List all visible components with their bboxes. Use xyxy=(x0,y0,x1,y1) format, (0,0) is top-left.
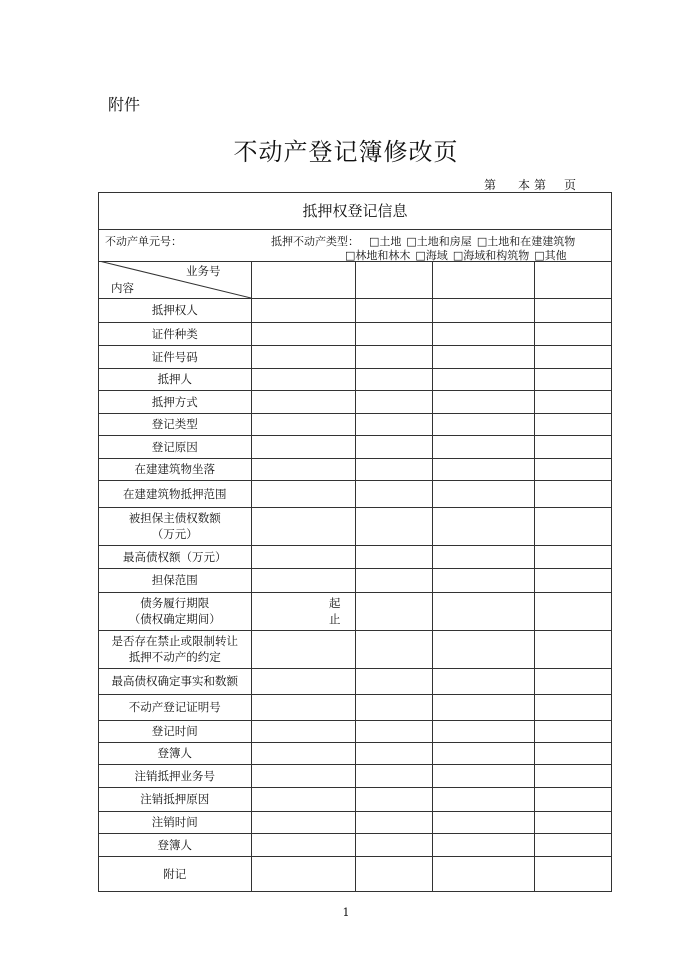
data-cell[interactable] xyxy=(251,435,355,458)
row-label-text-line2: 抵押不动产的约定 xyxy=(128,650,221,664)
data-cell[interactable] xyxy=(432,568,534,592)
table-row xyxy=(99,856,611,892)
data-cell[interactable] xyxy=(534,390,611,413)
data-cell[interactable] xyxy=(251,764,355,787)
data-cell[interactable] xyxy=(432,345,534,368)
row-label xyxy=(99,742,251,764)
data-cell[interactable] xyxy=(534,322,611,345)
data-cell[interactable] xyxy=(534,413,611,435)
data-cell[interactable] xyxy=(432,545,534,568)
data-cell[interactable] xyxy=(534,545,611,568)
row-label xyxy=(99,413,251,435)
data-cell[interactable] xyxy=(432,435,534,458)
data-cell[interactable] xyxy=(432,694,534,720)
data-cell[interactable] xyxy=(251,592,355,630)
option-sea-area[interactable]: □海域 xyxy=(415,249,448,262)
data-cell[interactable] xyxy=(251,787,355,811)
start-marker: 起 xyxy=(329,595,341,610)
data-cell[interactable] xyxy=(534,720,611,742)
row-label-text: 抵押人 xyxy=(157,372,192,386)
page-info-ben: 本 xyxy=(518,178,531,192)
data-cell[interactable] xyxy=(251,694,355,720)
table-row xyxy=(99,507,611,545)
table-row xyxy=(99,764,611,787)
table-row xyxy=(99,435,611,458)
row-label-text: 注销时间 xyxy=(151,815,198,829)
data-cell[interactable] xyxy=(355,787,432,811)
data-cell[interactable] xyxy=(355,298,432,322)
data-cell[interactable] xyxy=(534,630,611,668)
data-cell[interactable] xyxy=(432,764,534,787)
header-cell[interactable] xyxy=(432,261,534,298)
table-row xyxy=(99,458,611,480)
row-label-text: 登记原因 xyxy=(151,439,198,454)
table-row xyxy=(99,368,611,390)
row-label xyxy=(99,390,251,413)
data-cell[interactable] xyxy=(534,592,611,630)
data-cell[interactable] xyxy=(534,480,611,507)
data-cell[interactable] xyxy=(251,298,355,322)
table-row xyxy=(99,298,611,322)
data-cell[interactable] xyxy=(355,480,432,507)
table-row xyxy=(99,345,611,368)
data-cell[interactable] xyxy=(251,742,355,764)
header-content: 内容 xyxy=(111,280,134,295)
table-row xyxy=(99,322,611,345)
end-marker: 止 xyxy=(329,611,341,626)
table-row xyxy=(99,720,611,742)
option-forest[interactable]: □林地和林木 xyxy=(345,249,411,262)
row-label-text-line2: （万元） xyxy=(151,527,198,541)
data-cell[interactable] xyxy=(251,413,355,435)
table-row xyxy=(99,668,611,694)
data-cell[interactable] xyxy=(534,856,611,892)
data-cell[interactable] xyxy=(432,668,534,694)
data-cell[interactable] xyxy=(534,298,611,322)
option-sea-and-structure[interactable]: □海域和构筑物 xyxy=(452,249,530,262)
row-label xyxy=(99,322,251,345)
row-label xyxy=(99,787,251,811)
data-cell[interactable] xyxy=(355,322,432,345)
page-info-di-1: 第 xyxy=(484,178,497,192)
data-cell[interactable] xyxy=(534,764,611,787)
data-cell[interactable] xyxy=(432,787,534,811)
row-label-text: 在建建筑物坐落 xyxy=(134,462,215,476)
data-cell[interactable] xyxy=(432,322,534,345)
data-cell[interactable] xyxy=(355,368,432,390)
option-other[interactable]: □其他 xyxy=(534,249,567,262)
diagonal-header-cell xyxy=(99,261,251,298)
data-cell[interactable] xyxy=(251,345,355,368)
data-cell[interactable] xyxy=(355,856,432,892)
header-cell[interactable] xyxy=(534,261,611,298)
data-cell[interactable] xyxy=(432,742,534,764)
row-label-text: 抵押权人 xyxy=(151,303,198,317)
data-cell[interactable] xyxy=(355,545,432,568)
property-type-label: 抵押不动产类型： xyxy=(271,235,359,248)
record-table xyxy=(99,261,611,892)
option-land[interactable]: □土地 xyxy=(369,235,402,248)
data-cell[interactable] xyxy=(432,811,534,833)
table-row xyxy=(99,833,611,856)
row-label xyxy=(99,298,251,322)
row-label xyxy=(99,458,251,480)
data-cell[interactable] xyxy=(432,413,534,435)
data-cell[interactable] xyxy=(432,856,534,892)
row-label xyxy=(99,630,251,668)
mortgage-registration-form xyxy=(98,192,612,892)
row-label xyxy=(99,811,251,833)
data-cell[interactable] xyxy=(251,480,355,507)
data-cell[interactable] xyxy=(355,458,432,480)
row-label-text-line2: （债权确定期间） xyxy=(128,612,221,626)
data-cell[interactable] xyxy=(251,720,355,742)
data-cell[interactable] xyxy=(251,368,355,390)
data-cell[interactable] xyxy=(251,458,355,480)
page-info-di-2: 第 xyxy=(534,178,547,192)
data-cell[interactable] xyxy=(355,507,432,545)
data-cell[interactable] xyxy=(355,630,432,668)
row-label xyxy=(99,345,251,368)
table-row xyxy=(99,568,611,592)
row-label-text: 担保范围 xyxy=(151,573,198,587)
data-cell[interactable] xyxy=(251,568,355,592)
data-cell[interactable] xyxy=(432,592,534,630)
row-label xyxy=(99,368,251,390)
page-number: 1 xyxy=(342,906,350,919)
data-cell[interactable] xyxy=(534,568,611,592)
page-info xyxy=(484,176,576,193)
row-label-text: 注销抵押业务号 xyxy=(134,768,215,783)
data-cell[interactable] xyxy=(355,413,432,435)
row-label xyxy=(99,545,251,568)
section-title: 抵押权登记信息 xyxy=(99,193,611,230)
row-label xyxy=(99,856,251,892)
data-cell[interactable] xyxy=(534,345,611,368)
row-label xyxy=(99,694,251,720)
option-land-and-house[interactable]: □土地和房屋 xyxy=(406,235,472,248)
header-row xyxy=(99,261,611,298)
data-cell[interactable] xyxy=(355,568,432,592)
data-cell[interactable] xyxy=(432,507,534,545)
table-row xyxy=(99,413,611,435)
table-row xyxy=(99,592,611,630)
data-cell[interactable] xyxy=(355,345,432,368)
unit-row xyxy=(99,229,611,262)
data-cell[interactable] xyxy=(432,390,534,413)
data-cell[interactable] xyxy=(432,458,534,480)
data-cell[interactable] xyxy=(355,435,432,458)
data-cell[interactable] xyxy=(251,630,355,668)
table-row xyxy=(99,630,611,668)
row-label-text: 附记 xyxy=(163,867,187,882)
data-cell[interactable] xyxy=(251,322,355,345)
row-label xyxy=(99,480,251,507)
table-row xyxy=(99,390,611,413)
table-row xyxy=(99,545,611,568)
document-title: 不动产登记簿修改页 xyxy=(233,138,459,166)
data-cell[interactable] xyxy=(251,856,355,892)
row-label-text: 证件号码 xyxy=(151,349,198,364)
row-label-text: 证件种类 xyxy=(151,326,198,341)
header-business-no: 业务号 xyxy=(186,264,221,278)
data-cell[interactable] xyxy=(534,694,611,720)
data-cell[interactable] xyxy=(432,480,534,507)
data-cell[interactable] xyxy=(251,668,355,694)
data-cell[interactable] xyxy=(432,720,534,742)
data-cell[interactable] xyxy=(251,507,355,545)
row-label xyxy=(99,592,251,630)
data-cell[interactable] xyxy=(432,298,534,322)
data-cell[interactable] xyxy=(251,390,355,413)
row-label xyxy=(99,668,251,694)
data-cell[interactable] xyxy=(355,694,432,720)
table-row xyxy=(99,742,611,764)
data-cell[interactable] xyxy=(355,390,432,413)
data-cell[interactable] xyxy=(355,720,432,742)
table-row xyxy=(99,694,611,720)
data-cell[interactable] xyxy=(534,833,611,856)
data-cell[interactable] xyxy=(355,764,432,787)
data-cell[interactable] xyxy=(355,668,432,694)
table-row xyxy=(99,480,611,507)
table-row xyxy=(99,787,611,811)
data-cell[interactable] xyxy=(355,811,432,833)
row-label-text: 是否存在禁止或限制转让 xyxy=(111,634,238,648)
row-label xyxy=(99,568,251,592)
page-info-ye: 页 xyxy=(564,178,577,192)
data-cell[interactable] xyxy=(432,368,534,390)
data-cell[interactable] xyxy=(534,787,611,811)
row-label-text: 登簿人 xyxy=(157,837,192,852)
data-cell[interactable] xyxy=(534,668,611,694)
data-cell[interactable] xyxy=(432,630,534,668)
data-cell[interactable] xyxy=(534,507,611,545)
row-label xyxy=(99,435,251,458)
row-label-text: 登记时间 xyxy=(151,724,198,738)
header-cell[interactable] xyxy=(251,261,355,298)
data-cell[interactable] xyxy=(355,833,432,856)
data-cell[interactable] xyxy=(534,811,611,833)
table-row xyxy=(99,811,611,833)
row-label-text: 被担保主债权数额 xyxy=(128,511,221,525)
data-cell[interactable] xyxy=(251,833,355,856)
unit-number-label: 不动产单元号： xyxy=(105,235,182,248)
row-label-text: 最高债权额（万元） xyxy=(123,549,227,564)
row-label-text: 登簿人 xyxy=(157,746,192,760)
option-land-and-building[interactable]: □土地和在建建筑物 xyxy=(476,235,576,248)
row-label-text: 抵押方式 xyxy=(151,394,198,409)
header-cell[interactable] xyxy=(355,261,432,298)
row-label xyxy=(99,833,251,856)
row-label-text: 不动产登记证明号 xyxy=(128,700,221,714)
data-cell[interactable] xyxy=(534,435,611,458)
row-label-text: 在建建筑物抵押范围 xyxy=(123,486,227,501)
row-label xyxy=(99,764,251,787)
row-label-text: 登记类型 xyxy=(151,417,198,431)
data-cell[interactable] xyxy=(432,833,534,856)
data-cell[interactable] xyxy=(251,811,355,833)
row-label xyxy=(99,507,251,545)
data-cell[interactable] xyxy=(534,742,611,764)
row-label-text: 债务履行期限 xyxy=(140,596,210,610)
data-cell[interactable] xyxy=(355,742,432,764)
row-label-text: 注销抵押原因 xyxy=(140,792,210,806)
attachment-label: 附件 xyxy=(108,95,141,114)
row-label xyxy=(99,720,251,742)
data-cell[interactable] xyxy=(355,592,432,630)
data-cell[interactable] xyxy=(534,368,611,390)
data-cell[interactable] xyxy=(534,458,611,480)
row-label-text: 最高债权确定事实和数额 xyxy=(111,674,238,688)
data-cell[interactable] xyxy=(251,545,355,568)
